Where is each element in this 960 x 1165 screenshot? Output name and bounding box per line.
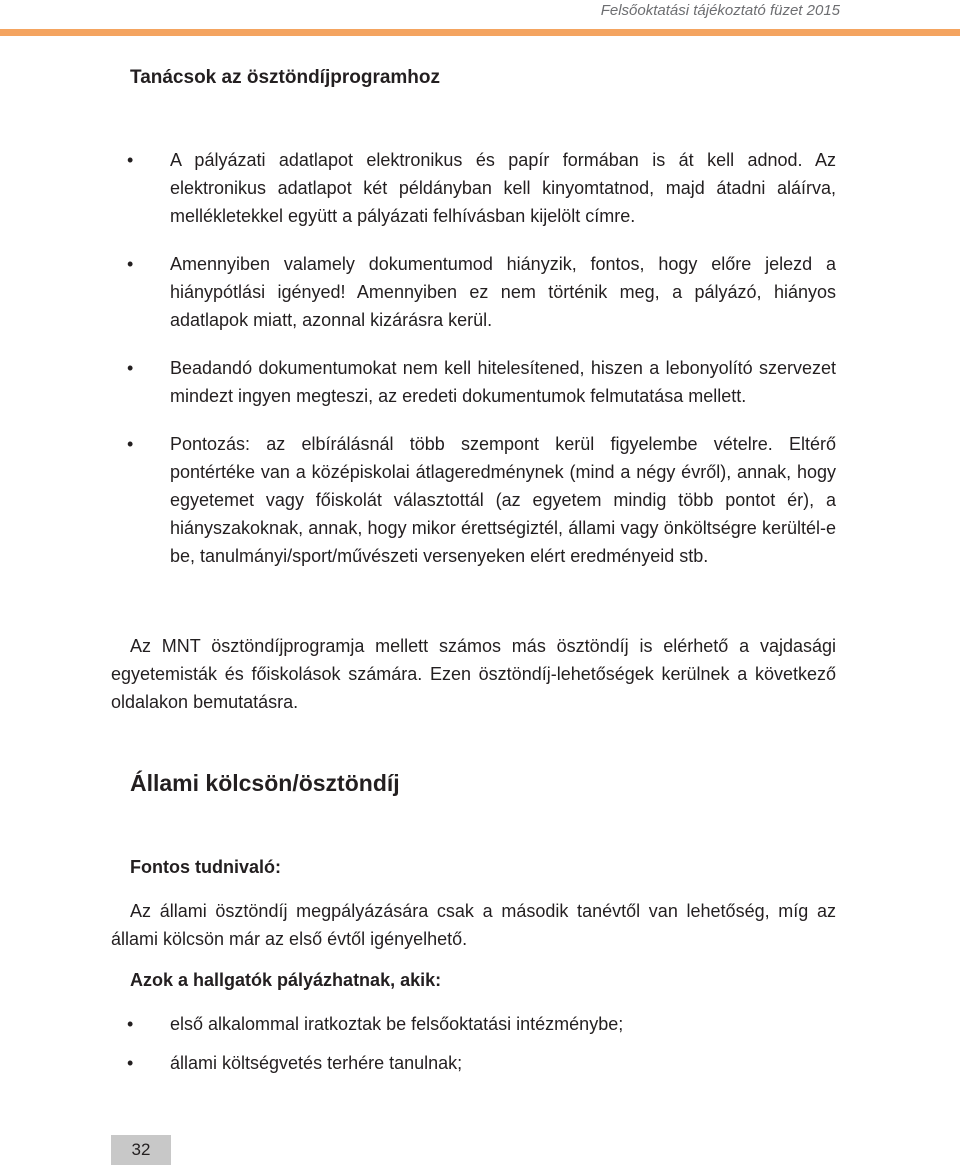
section-heading-scholarship-tips: Tanácsok az ösztöndíjprogramhoz [130, 67, 441, 88]
important-note-text: Az állami ösztöndíj megpályázására csak a második tanévtől van lehetőség, míg az állami kölcsön már az első évtől igényelhető. [111, 901, 836, 949]
list-item [127, 1049, 836, 1077]
eligibility-bullet-list [127, 1010, 836, 1077]
list-item-text: Pontozás: az elbírálásnál több szempont kerül figyelembe vételre. Eltérő pontértéke van a középiskolai átlageredménynek (mind a négy évről), annak, hogy egyetemet vagy főiskolát választottál (az egyetem mindig több pontot ér), a hiányszakoknak, annak, hogy mikor érettségiztél, állami vagy önköltségre kerültél-e be, tanulmányi/sport/művészeti versenyeken elért eredményeid stb. [170, 434, 836, 566]
bullet-icon: • [127, 1053, 134, 1073]
bullet-icon: • [127, 1014, 134, 1034]
important-note-heading: Fontos tudnivaló: [130, 857, 281, 877]
bullet-icon: • [127, 254, 134, 274]
bullet-icon: • [127, 150, 134, 170]
tips-bullet-list [127, 146, 836, 570]
page-number: 32 [111, 1135, 171, 1165]
running-header-title: Felsőoktatási tájékoztató füzet 2015 [600, 2, 840, 19]
list-item-text: első alkalommal iratkoztak be felsőoktatási intézménybe; [170, 1014, 624, 1034]
list-item [127, 1010, 836, 1038]
header-accent-bar [0, 29, 960, 36]
bullet-icon: • [127, 434, 134, 454]
list-item [127, 250, 836, 334]
list-item [127, 146, 836, 230]
list-item-text: A pályázati adatlapot elektronikus és papír formában is át kell adnod. Az elektronikus adatlapot két példányban kell kinyomtatnod, majd átadni aláírva, mellékletekkel együtt a pályázati felhívásban kijelölt címre. [170, 150, 836, 226]
closing-paragraph: Az MNT ösztöndíjprogramja mellett számos más ösztöndíj is elérhető a vajdasági egyetemisták és főiskolások számára. Ezen ösztöndíj-lehetőségek kerülnek a következő oldalakon bemutatásra. [111, 636, 836, 712]
list-item-text: Amennyiben valamely dokumentumod hiányzik, fontos, hogy előre jelezd a hiánypótlási igényed! Amennyiben ez nem történik meg, a pályázó, hiányos adatlapok miatt, azonnal kizárásra kerül. [170, 254, 836, 330]
list-item-text: Beadandó dokumentumokat nem kell hitelesítened, hiszen a lebonyolító szervezet mindezt ingyen megteszi, az eredeti dokumentumok felmutatása mellett. [170, 358, 836, 406]
section-heading-state-loan: Állami kölcsön/ösztöndíj [130, 770, 400, 796]
list-item [127, 430, 836, 570]
list-item [127, 354, 836, 410]
eligibility-heading: Azok a hallgatók pályázhatnak, akik: [130, 970, 442, 990]
list-item-text: állami költségvetés terhére tanulnak; [170, 1053, 463, 1073]
bullet-icon: • [127, 358, 134, 378]
